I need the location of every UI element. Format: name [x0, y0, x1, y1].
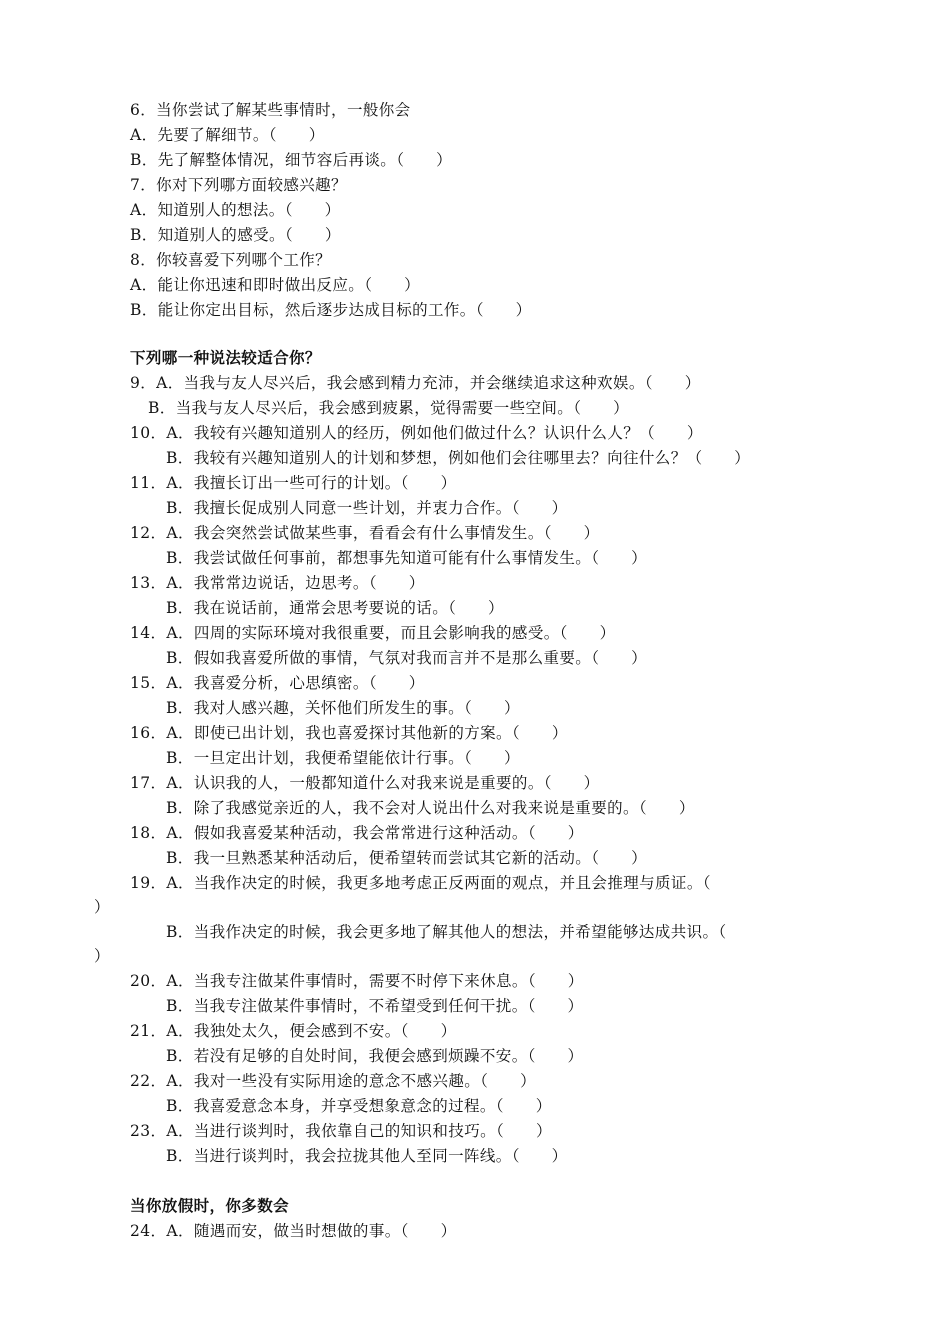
question-line: 6．当你尝试了解某些事情时，一般你会: [130, 101, 411, 119]
section-heading: 当你放假时，你多数会: [130, 1197, 290, 1215]
question-line: 17．A．认识我的人，一般都知道什么对我来说是重要的。（ ）: [130, 774, 600, 792]
question-line: B．我擅长促成别人同意一些计划，并衷力合作。（ ）: [166, 499, 568, 517]
question-line: B．当我专注做某件事情时，不希望受到任何干扰。（ ）: [166, 997, 584, 1015]
question-line: 12．A．我会突然尝试做某些事，看看会有什么事情发生。（ ）: [130, 524, 600, 542]
question-line: 8．你较喜爱下列哪个工作？: [130, 251, 332, 269]
question-line: A．知道别人的想法。（ ）: [130, 201, 341, 219]
question-line: 18．A．假如我喜爱某种活动，我会常常进行这种活动。（ ）: [130, 824, 584, 842]
question-line: 21．A．我独处太久，便会感到不安。（ ）: [130, 1022, 457, 1040]
question-line: B．当我与友人尽兴后，我会感到疲累，觉得需要一些空间。（ ）: [148, 399, 630, 417]
question-line: B．我较有兴趣知道别人的计划和梦想，例如他们会往哪里去？向往什么？（ ）: [166, 449, 751, 467]
question-line: B．我对人感兴趣，关怀他们所发生的事。（ ）: [166, 699, 520, 717]
question-line: 16．A．即使已出计划，我也喜爱探讨其他新的方案。（ ）: [130, 724, 568, 742]
question-line: 19．A．当我作决定的时候，我更多地考虑正反两面的观点，并且会推理与质证。（: [130, 874, 711, 892]
question-line: ）: [94, 898, 110, 916]
question-line: 23．A．当进行谈判时，我依靠自己的知识和技巧。（ ）: [130, 1122, 552, 1140]
question-line: ）: [94, 947, 110, 965]
question-line: 7．你对下列哪方面较感兴趣？: [130, 176, 347, 194]
question-line: B．我喜爱意念本身，并享受想象意念的过程。（ ）: [166, 1097, 552, 1115]
question-line: B．我尝试做任何事前，都想事先知道可能有什么事情发生。（ ）: [166, 549, 648, 567]
question-line: B．假如我喜爱所做的事情，气氛对我而言并不是那么重要。（ ）: [166, 649, 648, 667]
question-line: B．先了解整体情况，细节容后再谈。（ ）: [130, 151, 453, 169]
question-line: 11．A．我擅长订出一些可行的计划。（ ）: [130, 474, 457, 492]
question-line: A．能让你迅速和即时做出反应。（ ）: [130, 276, 421, 294]
question-line: B．能让你定出目标，然后逐步达成目标的工作。（ ）: [130, 301, 532, 319]
question-line: 24．A．随遇而安，做当时想做的事。（ ）: [130, 1222, 457, 1240]
question-line: 9．A．当我与友人尽兴后，我会感到精力充沛，并会继续追求这种欢娱。（ ）: [130, 374, 701, 392]
question-line: B．除了我感觉亲近的人，我不会对人说出什么对我来说是重要的。（ ）: [166, 799, 695, 817]
question-line: 22．A．我对一些没有实际用途的意念不感兴趣。（ ）: [130, 1072, 536, 1090]
question-line: B．当进行谈判时，我会拉拢其他人至同一阵线。（ ）: [166, 1147, 568, 1165]
question-line: A．先要了解细节。（ ）: [130, 126, 325, 144]
question-line: B．一旦定出计划，我便希望能依计行事。（ ）: [166, 749, 520, 767]
question-line: B．我在说话前，通常会思考要说的话。（ ）: [166, 599, 504, 617]
question-line: B．我一旦熟悉某种活动后，便希望转而尝试其它新的活动。（ ）: [166, 849, 648, 867]
question-line: B．知道别人的感受。（ ）: [130, 226, 341, 244]
question-line: 14．A．四周的实际环境对我很重要，而且会影响我的感受。（ ）: [130, 624, 616, 642]
question-line: 20．A．当我专注做某件事情时，需要不时停下来休息。（ ）: [130, 972, 584, 990]
question-line: 13．A．我常常边说话，边思考。（ ）: [130, 574, 425, 592]
question-line: 10．A．我较有兴趣知道别人的经历，例如他们做过什么？认识什么人？（ ）: [130, 424, 703, 442]
question-line: B．若没有足够的自处时间，我便会感到烦躁不安。（ ）: [166, 1047, 584, 1065]
section-heading: 下列哪一种说法较适合你？: [130, 349, 321, 367]
question-line: B．当我作决定的时候，我会更多地了解其他人的想法，并希望能够达成共识。（: [166, 923, 727, 941]
question-line: 15．A．我喜爱分析，心思缜密。（ ）: [130, 674, 425, 692]
